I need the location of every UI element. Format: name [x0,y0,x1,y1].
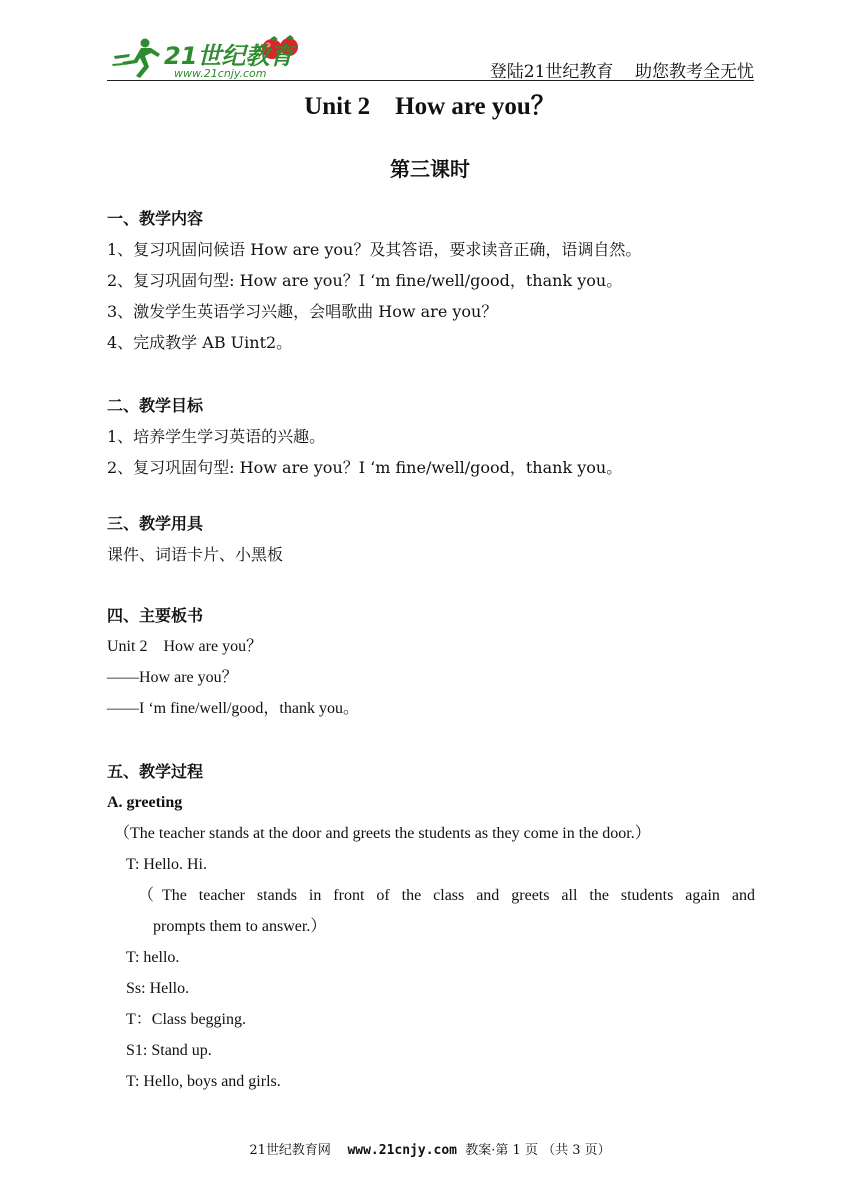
objective-item: 2、复习巩固句型: How are you？I ‘m fine/well/good，thank you。 [107,458,623,477]
footer-url[interactable]: www.21cnjy.com [347,1143,458,1158]
process-line: T: Hello, boys and girls. [126,1073,281,1090]
page-footer [0,1139,860,1158]
section-heading-objectives: 二、教学目标 [107,396,204,415]
content-item: 2、复习巩固句型: How are you？I ‘m fine/well/good，thank you。 [107,271,623,290]
process-line: T：Class begging. [126,1011,246,1028]
materials-text: 课件、词语卡片、小黑板 [107,545,284,564]
content-item: 1、复习巩固问候语 How are you？及其答语，要求读音正确，语调自然。 [107,240,642,259]
process-line: T: hello. [126,949,180,966]
process-line: prompts them to answer.） [153,918,327,935]
lesson-subtitle: 第三课时 [390,157,470,181]
page-header [107,30,754,82]
process-line: （The teacher stands at the door and greets the students as they come in the door.） [114,825,651,842]
board-line: ——How are you？ [107,669,238,686]
section-heading-process: 五、教学过程 [107,762,204,781]
header-slogan: 登陆21世纪教育 助您教考全无忧 [489,62,754,82]
section-heading-materials: 三、教学用具 [107,514,204,533]
process-subheading: A. greeting [107,794,183,811]
content-item: 3、激发学生英语学习兴趣，会唱歌曲 How are you？ [107,302,498,321]
board-line: Unit 2 How are you？ [107,638,263,655]
section-heading-board: 四、主要板书 [107,606,204,625]
site-logo[interactable] [112,34,312,80]
process-line: Ss: Hello. [126,980,190,997]
objective-item: 1、培养学生学习英语的兴趣。 [107,427,326,446]
header-divider [107,80,754,81]
runner-logo-icon [112,34,312,80]
logo-wordmark: 21世纪教育 [164,42,294,70]
section-heading-content: 一、教学内容 [107,209,204,228]
content-item: 4、完成教学 AB Uint2。 [107,333,293,352]
process-line: S1: Stand up. [126,1042,212,1059]
logo-url: www.21cnjy.com [174,67,267,80]
footer-page-info: 教案·第 1 页 （共 3 页） [465,1143,611,1158]
document-title: Unit 2 How are you？ [304,93,556,120]
footer-site: 21世纪教育网 [249,1143,331,1158]
board-line: ——I ‘m fine/well/good，thank you。 [107,700,359,717]
process-line: （The teacher stands in front of the class and greets all the students again and [138,887,755,904]
process-line: T: Hello. Hi. [126,856,207,873]
